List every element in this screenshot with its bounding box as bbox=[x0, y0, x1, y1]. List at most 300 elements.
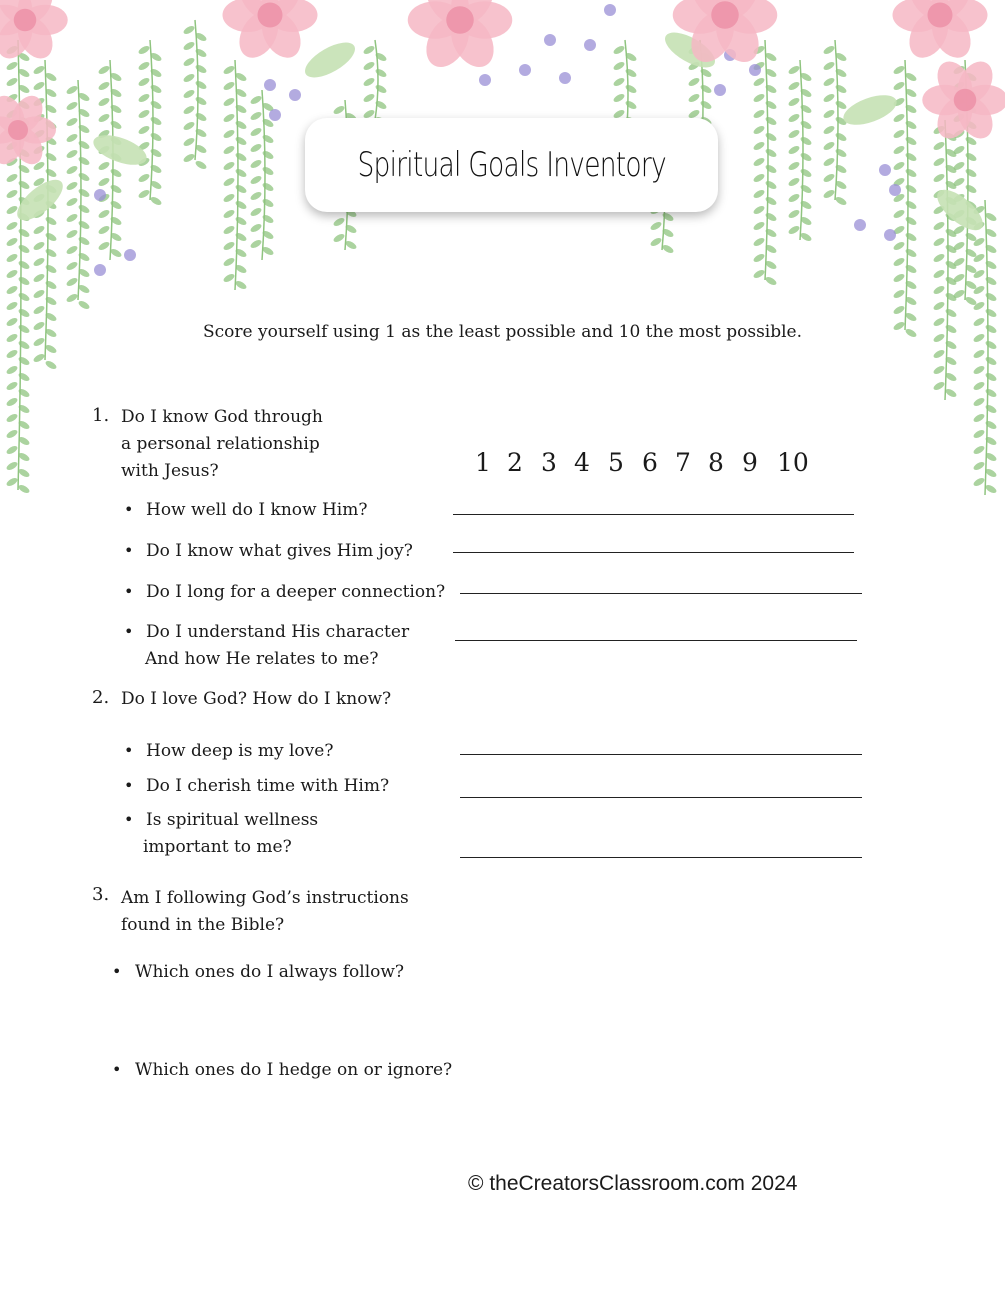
sub-question: Is spiritual wellness bbox=[146, 810, 319, 830]
flower-center-icon bbox=[8, 120, 28, 140]
leaf-icon bbox=[764, 131, 777, 142]
bullet-icon: • bbox=[124, 582, 134, 601]
leaf-icon bbox=[194, 159, 207, 170]
leaf-icon bbox=[752, 156, 765, 167]
leaf-icon bbox=[822, 60, 835, 71]
sub-question: Which ones do I always follow? bbox=[135, 962, 405, 982]
leaf-icon bbox=[5, 188, 18, 199]
leaf-icon bbox=[234, 135, 247, 146]
leaf-icon bbox=[17, 243, 30, 254]
vine-stem bbox=[195, 20, 198, 160]
leaf-icon bbox=[932, 172, 945, 183]
leaf-icon bbox=[17, 163, 30, 174]
berry-icon bbox=[269, 109, 281, 121]
leaf-icon bbox=[904, 183, 917, 194]
leaf-icon bbox=[612, 76, 625, 87]
leaf-icon bbox=[787, 192, 800, 203]
leaf-icon bbox=[362, 60, 375, 71]
sub-question: Do I long for a deeper connection? bbox=[146, 582, 446, 602]
leaf-icon bbox=[222, 80, 235, 91]
leaf-icon bbox=[964, 167, 977, 178]
leaf-icon bbox=[984, 387, 997, 398]
answer-line[interactable] bbox=[455, 640, 857, 641]
leaf-icon bbox=[964, 151, 977, 162]
leaf-icon bbox=[834, 147, 847, 158]
leaf-icon bbox=[904, 199, 917, 210]
leaf-icon bbox=[944, 387, 957, 398]
leaf-icon bbox=[222, 96, 235, 107]
leaf-icon bbox=[249, 110, 262, 121]
answer-line[interactable] bbox=[460, 754, 862, 755]
leaf-icon bbox=[892, 80, 905, 91]
bullet-icon: • bbox=[124, 810, 134, 829]
leaf-icon bbox=[904, 247, 917, 258]
leaf-icon bbox=[892, 112, 905, 123]
leaf-icon bbox=[65, 180, 78, 191]
leaf-icon bbox=[222, 64, 235, 75]
leaf-icon bbox=[97, 240, 110, 251]
leaf-icon bbox=[222, 160, 235, 171]
leaf-icon bbox=[17, 355, 30, 366]
leaf-icon bbox=[149, 131, 162, 142]
leaf-icon bbox=[687, 76, 700, 87]
leaf-icon bbox=[97, 160, 110, 171]
leaf-icon bbox=[65, 84, 78, 95]
leaf-icon bbox=[17, 227, 30, 238]
leaf-icon bbox=[904, 151, 917, 162]
instructions: Score yourself using 1 as the least possible and 10 the most possible. bbox=[202, 322, 803, 342]
leaf-icon bbox=[932, 156, 945, 167]
sub-question: How deep is my love? bbox=[146, 741, 334, 761]
leaf-icon bbox=[362, 44, 375, 55]
leaf-icon bbox=[699, 83, 712, 94]
leaf-icon bbox=[972, 428, 985, 439]
bullet-icon: • bbox=[124, 500, 134, 519]
leaf-icon bbox=[44, 167, 57, 178]
copyright-icon: © bbox=[468, 1172, 484, 1195]
leaf-icon bbox=[822, 44, 835, 55]
leaf-icon bbox=[137, 44, 150, 55]
leaf-icon bbox=[787, 64, 800, 75]
leaf-icon bbox=[182, 152, 195, 163]
leaf-icon bbox=[822, 140, 835, 151]
leaf-icon bbox=[984, 371, 997, 382]
bullet-icon: • bbox=[112, 1060, 122, 1079]
leaf-icon bbox=[787, 128, 800, 139]
leaf-icon bbox=[149, 99, 162, 110]
leaf-icon bbox=[149, 115, 162, 126]
leaf-icon bbox=[234, 151, 247, 162]
leaf-icon bbox=[32, 352, 45, 363]
question-number: 3. bbox=[92, 884, 110, 905]
sub-question: Which ones do I hedge on or ignore? bbox=[135, 1060, 453, 1080]
scale-number: 6 bbox=[642, 448, 658, 477]
leaf-icon bbox=[892, 304, 905, 315]
leaf-icon bbox=[65, 132, 78, 143]
leaf-icon bbox=[234, 183, 247, 194]
leaf-icon bbox=[97, 112, 110, 123]
leaf-icon bbox=[892, 288, 905, 299]
scale-number: 7 bbox=[675, 448, 691, 477]
answer-line[interactable] bbox=[460, 797, 862, 798]
leaf-icon bbox=[249, 158, 262, 169]
scale-number: 4 bbox=[574, 448, 590, 477]
leaf-icon bbox=[752, 172, 765, 183]
leaf-icon bbox=[222, 176, 235, 187]
leaf-icon bbox=[787, 80, 800, 91]
leaf-icon bbox=[5, 252, 18, 263]
leaf-icon bbox=[932, 380, 945, 391]
leaf-icon bbox=[699, 99, 712, 110]
leaf-icon bbox=[799, 167, 812, 178]
leaf-icon bbox=[65, 164, 78, 175]
leaf-icon bbox=[787, 112, 800, 123]
leaf-icon bbox=[65, 212, 78, 223]
scale-number: 2 bbox=[507, 448, 523, 477]
leaf-icon bbox=[787, 208, 800, 219]
leaf-icon bbox=[892, 208, 905, 219]
leaf-icon bbox=[892, 256, 905, 267]
leaf-icon bbox=[32, 80, 45, 91]
berry-icon bbox=[889, 184, 901, 196]
leaf-icon bbox=[97, 64, 110, 75]
leaf-icon bbox=[5, 236, 18, 247]
leaf-icon bbox=[984, 275, 997, 286]
leaf-icon bbox=[984, 483, 997, 494]
leaf-icon bbox=[5, 444, 18, 455]
leaf-icon bbox=[77, 235, 90, 246]
leaf-icon bbox=[222, 112, 235, 123]
leaf-icon bbox=[752, 188, 765, 199]
leaf-icon bbox=[932, 284, 945, 295]
leaf-icon bbox=[137, 124, 150, 135]
leaf-icon bbox=[5, 380, 18, 391]
leaf-icon bbox=[222, 144, 235, 155]
leaf-icon bbox=[77, 171, 90, 182]
leaf-icon bbox=[249, 222, 262, 233]
leaf-icon bbox=[234, 199, 247, 210]
leaf-icon bbox=[752, 220, 765, 231]
leaf-icon bbox=[5, 268, 18, 279]
leaf-icon bbox=[624, 99, 637, 110]
leaf-icon bbox=[5, 460, 18, 471]
flower-center-icon bbox=[446, 6, 474, 34]
leaf-icon bbox=[984, 291, 997, 302]
leaf-icon bbox=[109, 103, 122, 114]
flower-center-icon bbox=[954, 89, 977, 112]
scale-number: 3 bbox=[541, 448, 557, 477]
berry-icon bbox=[519, 64, 531, 76]
leaf-icon bbox=[222, 272, 235, 283]
leaf-icon bbox=[764, 163, 777, 174]
leaf-icon bbox=[972, 476, 985, 487]
leaf-icon bbox=[77, 155, 90, 166]
answer-line[interactable] bbox=[453, 514, 854, 515]
leaf-icon bbox=[904, 215, 917, 226]
leaf-icon bbox=[109, 183, 122, 194]
leaf-icon bbox=[222, 240, 235, 251]
leaf-icon bbox=[17, 467, 30, 478]
leaf-icon bbox=[649, 236, 662, 247]
leaf-icon bbox=[32, 288, 45, 299]
vine-stem bbox=[800, 60, 803, 240]
leaf-icon bbox=[182, 104, 195, 115]
leaf-icon bbox=[764, 147, 777, 158]
leaf-icon bbox=[984, 307, 997, 318]
leaf-icon bbox=[65, 196, 78, 207]
scale-number: 5 bbox=[608, 448, 624, 477]
leaf-icon bbox=[984, 403, 997, 414]
scale-number: 10 bbox=[777, 448, 809, 477]
leaf-icon bbox=[624, 67, 637, 78]
leaf-icon bbox=[44, 247, 57, 258]
leaf-icon bbox=[97, 96, 110, 107]
leaf-icon bbox=[65, 244, 78, 255]
leaf-icon bbox=[787, 224, 800, 235]
sub-question: How well do I know Him? bbox=[146, 500, 368, 520]
flower-center-icon bbox=[14, 9, 37, 32]
berry-icon bbox=[584, 39, 596, 51]
leaf-icon bbox=[5, 220, 18, 231]
leaf-icon bbox=[222, 128, 235, 139]
leaf-icon bbox=[249, 174, 262, 185]
vine-stem bbox=[235, 60, 238, 290]
leaf-icon bbox=[17, 179, 30, 190]
leaf-icon bbox=[249, 94, 262, 105]
leaf-icon bbox=[97, 208, 110, 219]
leaf-icon bbox=[5, 412, 18, 423]
berry-icon bbox=[854, 219, 866, 231]
leaf-icon bbox=[972, 412, 985, 423]
leaf-icon bbox=[222, 224, 235, 235]
leaf-icon bbox=[972, 348, 985, 359]
leaf-icon bbox=[752, 252, 765, 263]
leaf-icon bbox=[261, 181, 274, 192]
question-text: Am I following God’s instructions bbox=[121, 888, 409, 908]
leaf-icon bbox=[904, 231, 917, 242]
leaf-icon bbox=[799, 119, 812, 130]
answer-line[interactable] bbox=[453, 552, 854, 553]
leaf-icon bbox=[822, 124, 835, 135]
answer-line[interactable] bbox=[460, 593, 862, 594]
leaf-icon bbox=[699, 67, 712, 78]
leaf-icon bbox=[77, 299, 90, 310]
leaf-icon bbox=[44, 263, 57, 274]
vine-stem bbox=[985, 200, 988, 495]
leaf-icon bbox=[137, 172, 150, 183]
leaf-icon bbox=[972, 380, 985, 391]
leaf-icon bbox=[332, 232, 345, 243]
leaf-icon bbox=[137, 76, 150, 87]
leaf-icon bbox=[222, 208, 235, 219]
leaf-icon bbox=[752, 140, 765, 151]
leaf-icon bbox=[44, 151, 57, 162]
leaf-icon bbox=[137, 92, 150, 103]
leaf-icon bbox=[261, 149, 274, 160]
leaf-icon bbox=[787, 144, 800, 155]
leaf-icon bbox=[932, 268, 945, 279]
leaf-icon bbox=[752, 92, 765, 103]
leaf-icon bbox=[44, 279, 57, 290]
leaf-icon bbox=[752, 236, 765, 247]
leaf-icon bbox=[799, 183, 812, 194]
leaf-icon bbox=[32, 64, 45, 75]
scale-number: 1 bbox=[475, 448, 491, 477]
leaf-icon bbox=[32, 224, 45, 235]
leaf-icon bbox=[65, 100, 78, 111]
leaf-icon bbox=[822, 76, 835, 87]
leaf-icon bbox=[17, 371, 30, 382]
leaf-icon bbox=[752, 124, 765, 135]
leaf-icon bbox=[834, 195, 847, 206]
leaf-icon bbox=[764, 275, 777, 286]
leaf-icon bbox=[109, 119, 122, 130]
leaf-icon bbox=[362, 76, 375, 87]
leaf-icon bbox=[787, 160, 800, 171]
sub-question: Do I understand His character bbox=[146, 622, 410, 642]
leaf-icon bbox=[5, 476, 18, 487]
leaf-icon bbox=[249, 238, 262, 249]
leaf-icon bbox=[17, 291, 30, 302]
bullet-icon: • bbox=[124, 622, 134, 641]
leaf-icon bbox=[249, 126, 262, 137]
leaf-icon bbox=[5, 428, 18, 439]
leaf-icon bbox=[822, 156, 835, 167]
question-text: Do I love God? How do I know? bbox=[121, 689, 392, 709]
leaf-icon bbox=[649, 220, 662, 231]
leaf-icon bbox=[194, 111, 207, 122]
leaf-icon bbox=[182, 24, 195, 35]
leaf-icon bbox=[972, 460, 985, 471]
leaf-icon bbox=[661, 211, 674, 222]
leaf-icon bbox=[194, 95, 207, 106]
leaf-icon bbox=[182, 120, 195, 131]
leaf-icon bbox=[77, 219, 90, 230]
sub-question: And how He relates to me? bbox=[145, 649, 379, 669]
leaf-icon bbox=[972, 396, 985, 407]
leaf-icon bbox=[764, 195, 777, 206]
leaf-icon bbox=[109, 199, 122, 210]
leaf-icon bbox=[904, 167, 917, 178]
berry-icon bbox=[94, 189, 106, 201]
leaf-icon bbox=[65, 276, 78, 287]
leaf-icon bbox=[834, 83, 847, 94]
leaf-icon bbox=[249, 142, 262, 153]
leaf-icon bbox=[752, 108, 765, 119]
leaf-icon bbox=[764, 179, 777, 190]
leaf-icon bbox=[261, 133, 274, 144]
leaf-icon bbox=[249, 190, 262, 201]
leaf-icon bbox=[234, 215, 247, 226]
leaf-icon bbox=[44, 215, 57, 226]
question-text: found in the Bible? bbox=[121, 915, 285, 935]
leaf-icon bbox=[182, 40, 195, 51]
bullet-icon: • bbox=[124, 741, 134, 760]
leaf-icon bbox=[892, 272, 905, 283]
leaf-icon bbox=[932, 220, 945, 231]
flower-center-icon bbox=[928, 3, 953, 28]
leaf-icon bbox=[65, 292, 78, 303]
berry-icon bbox=[264, 79, 276, 91]
leaf-icon bbox=[932, 252, 945, 263]
leaf-icon bbox=[799, 151, 812, 162]
leaf-icon bbox=[764, 99, 777, 110]
bullet-icon: • bbox=[124, 541, 134, 560]
vine-stem bbox=[765, 40, 768, 280]
leaf-icon bbox=[17, 259, 30, 270]
leaf-icon bbox=[5, 60, 18, 71]
sub-question: Do I know what gives Him joy? bbox=[146, 541, 413, 561]
leaf-icon bbox=[892, 64, 905, 75]
leaf-icon bbox=[374, 67, 387, 78]
sub-question: Do I cherish time with Him? bbox=[146, 776, 390, 796]
leaf-icon bbox=[97, 224, 110, 235]
berry-icon bbox=[94, 264, 106, 276]
berry-icon bbox=[559, 72, 571, 84]
leaf-icon bbox=[787, 176, 800, 187]
question-text: Do I know God through bbox=[121, 407, 323, 427]
leaf-icon bbox=[44, 359, 57, 370]
leaf-icon bbox=[44, 231, 57, 242]
question-text: with Jesus? bbox=[121, 461, 219, 481]
leaf-icon bbox=[149, 83, 162, 94]
berry-icon bbox=[289, 89, 301, 101]
leaf-icon bbox=[612, 92, 625, 103]
leaf-icon bbox=[234, 167, 247, 178]
leaf-icon bbox=[17, 307, 30, 318]
leaf-icon bbox=[5, 172, 18, 183]
berry-icon bbox=[884, 229, 896, 241]
leaf-icon bbox=[300, 36, 360, 85]
leaf-icon bbox=[612, 44, 625, 55]
leaf-icon bbox=[752, 204, 765, 215]
leaf-icon bbox=[234, 119, 247, 130]
leaf-icon bbox=[834, 131, 847, 142]
berry-icon bbox=[879, 164, 891, 176]
leaf-icon bbox=[787, 96, 800, 107]
leaf-icon bbox=[752, 76, 765, 87]
leaf-icon bbox=[182, 88, 195, 99]
vine-stem bbox=[375, 40, 378, 120]
question-number: 2. bbox=[92, 687, 110, 708]
leaf-icon bbox=[822, 172, 835, 183]
answer-line[interactable] bbox=[460, 857, 862, 858]
leaf-icon bbox=[932, 348, 945, 359]
leaf-icon bbox=[332, 104, 345, 115]
bullet-icon: • bbox=[112, 962, 122, 981]
leaf-icon bbox=[764, 211, 777, 222]
leaf-icon bbox=[137, 188, 150, 199]
leaf-icon bbox=[332, 216, 345, 227]
leaf-icon bbox=[964, 183, 977, 194]
leaf-icon bbox=[182, 136, 195, 147]
question-text: a personal relationship bbox=[121, 434, 320, 454]
leaf-icon bbox=[932, 364, 945, 375]
berry-icon bbox=[749, 64, 761, 76]
leaf-icon bbox=[5, 364, 18, 375]
leaf-icon bbox=[799, 103, 812, 114]
leaf-icon bbox=[624, 83, 637, 94]
leaf-icon bbox=[904, 135, 917, 146]
leaf-icon bbox=[32, 240, 45, 251]
copyright-text: theCreatorsClassroom.com 2024 bbox=[489, 1172, 798, 1195]
leaf-icon bbox=[77, 203, 90, 214]
leaf-icon bbox=[97, 80, 110, 91]
berry-icon bbox=[604, 4, 616, 16]
leaf-icon bbox=[5, 76, 18, 87]
leaf-icon bbox=[932, 300, 945, 311]
leaf-icon bbox=[5, 300, 18, 311]
